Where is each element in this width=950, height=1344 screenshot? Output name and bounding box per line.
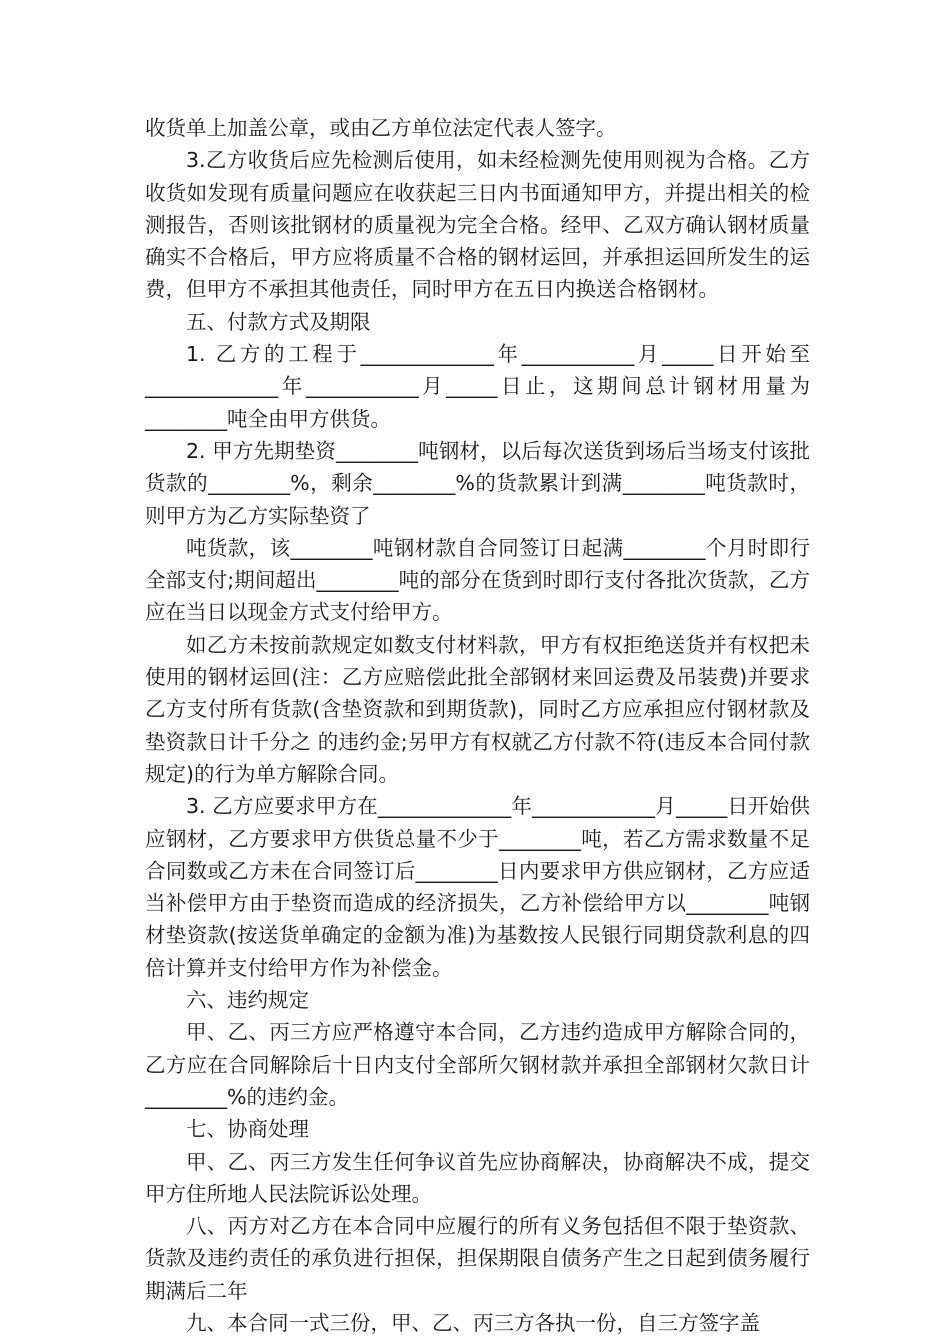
paragraph-7: 3. 乙方应要求甲方在_____________年____________月_____日开始供应钢材，乙方要求甲方供货总量不少于________吨，若乙方需求数量不足合同数或乙方未在合同签订后________日内要求甲方供应钢材，乙方应适当补偿甲方由于垫资而造成的经济损失，乙方补偿给甲方以________吨钢材垫资款(按送货单确定的金额为准)为基数按人民银行同期贷款利息的四倍计算并支付给甲方作为补偿金。: [145, 794, 810, 980]
paragraph-3: 1. 乙方的工程于_____________年___________月_____日开始至_____________年___________月_____日止，这期间总计钢材用量为________吨全由甲方供货。: [145, 342, 810, 431]
paragraph-5: 吨货款，该________吨钢材款自合同签订日起满________个月时即行全部支付;期间超出________吨的部分在货到时即行支付各批次货款，乙方应在当日以现金方式支付给甲方。: [145, 535, 810, 625]
paragraph-4: 2. 甲方先期垫资________吨钢材，以后每次送货到场后当场支付该批货款的________%，剩余________%的货款累计到满________吨货款时，则甲方为乙方实际垫资了: [145, 438, 810, 528]
paragraph-8: 甲、乙、丙三方应严格遵守本合同，乙方违约造成甲方解除合同的，乙方应在合同解除后十日内支付全部所欠钢材款并承担全部钢材欠款日计________%的违约金。: [145, 1020, 810, 1109]
section-heading-7: 七、协商处理: [186, 1117, 309, 1142]
paragraph-1: 收货单上加盖公章，或由乙方单位法定代表人签字。: [145, 116, 617, 140]
paragraph-6: 如乙方未按前款规定如数支付材料款，甲方有权拒绝送货并有权把未使用的钢材运回(注：乙方应赔偿此批全部钢材来回运费及吊装费)并要求乙方支付所有货款(含垫资款和到期货款)，同时乙方应承担应付钢材款及垫资款日计千分之 的违约金;另甲方有权就乙方付款不符(违反本合同付款规定)的行为单方解除合同。: [145, 632, 810, 786]
section-heading-6: 六、违约规定: [186, 988, 309, 1013]
paragraph-2: 3.乙方收货后应先检测后使用，如未经检测先使用则视为合格。乙方收货如发现有质量问题应在收获起三日内书面通知甲方，并提出相关的检测报告，否则该批钢材的质量视为完全合格。经甲、乙双方确认钢材质量确实不合格后，甲方应将质量不合格的钢材运回，并承担运回所发生的运费，但甲方不承担其他责任，同时甲方在五日内换送合格钢材。: [145, 148, 810, 302]
document-body: [145, 112, 810, 1339]
paragraph-11: 九、本合同一式三份，甲、乙、丙三方各执一份，自三方签字盖: [186, 1310, 760, 1335]
section-heading-5: 五、付款方式及期限: [186, 309, 371, 334]
paragraph-10: 八、丙方对乙方在本合同中应履行的所有义务包括但不限于垫资款、货款及违约责任的承负进行担保，担保期限自债务产生之日起到债务履行期满后二年: [145, 1214, 810, 1303]
paragraph-9: 甲、乙、丙三方发生任何争议首先应协商解决，协商解决不成，提交甲方住所地人民法院诉讼处理。: [145, 1149, 810, 1206]
